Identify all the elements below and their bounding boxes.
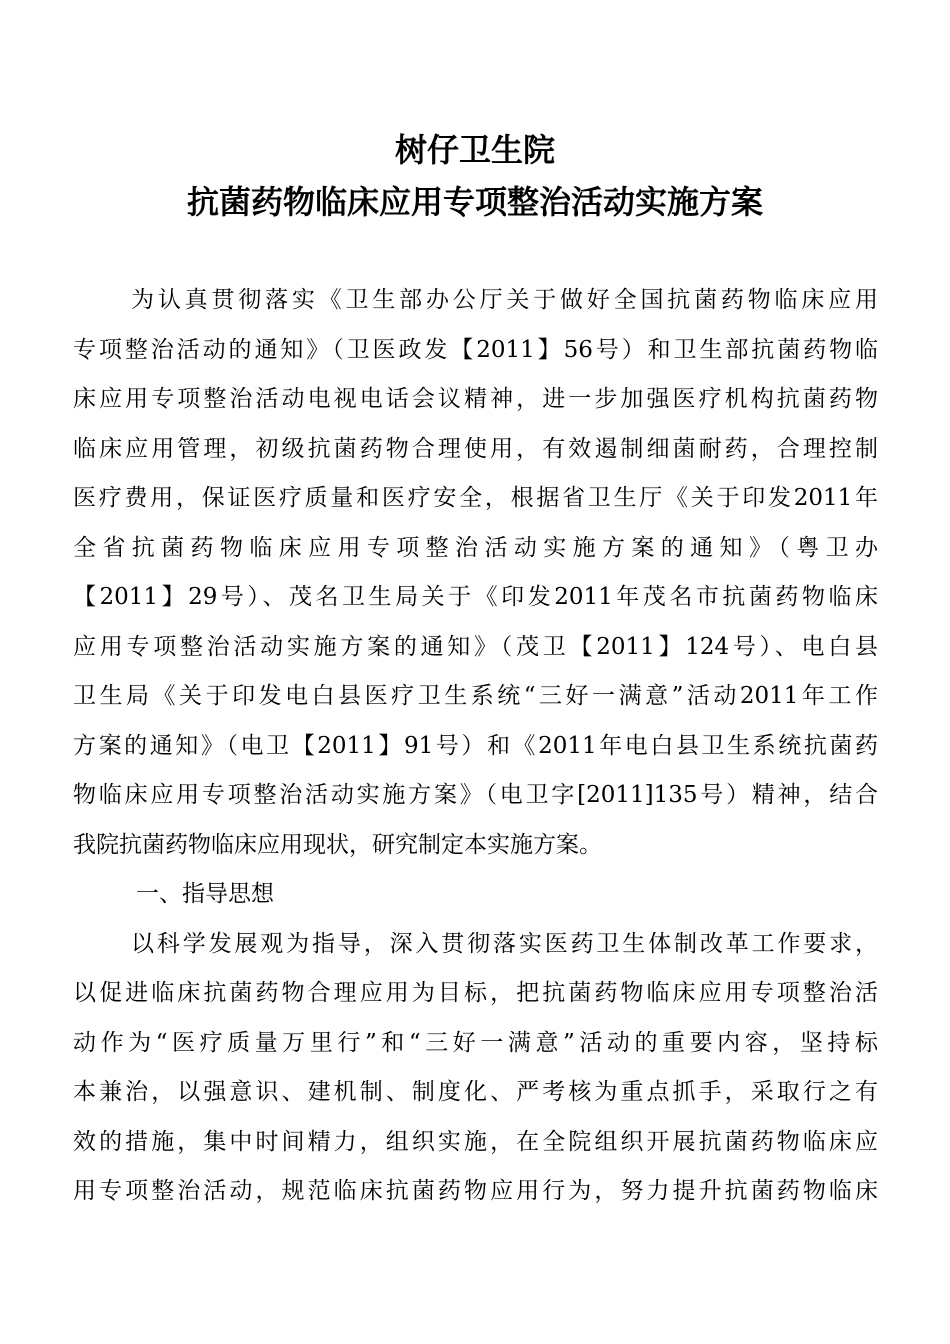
document-title-hospital: 树仔卫生院: [394, 131, 555, 169]
paragraph-line: 物临床应用专项整治活动实施方案》（电卫字[2011]135号）精神，结合: [73, 782, 878, 808]
paragraph-line: 应用专项整治活动实施方案的通知》（茂卫【2011】124号）、电白县: [73, 633, 878, 660]
document-body: [73, 280, 878, 1221]
paragraph-line: 效的措施，集中时间精力，组织实施，在全院组织开展抗菌药物临床应: [73, 1128, 878, 1155]
paragraph-line: 我院抗菌药物临床应用现状，研究制定本实施方案。: [73, 831, 602, 858]
paragraph-line: 本兼治，以强意识、建机制、制度化、严考核为重点抓手，采取行之有: [73, 1079, 878, 1105]
paragraph-line: 专项整治活动的通知》（卫医政发【2011】56号）和卫生部抗菌药物临: [73, 336, 878, 363]
paragraph-line: 以科学发展观为指导，深入贯彻落实医药卫生体制改革工作要求，: [131, 930, 878, 957]
paragraph-line: 【2011】29号）、茂名卫生局关于《印发2011年茂名市抗菌药物临床: [73, 584, 878, 610]
paragraph-line: 用专项整治活动，规范临床抗菌药物应用行为，努力提升抗菌药物临床: [73, 1178, 878, 1204]
paragraph-line: 卫生局《关于印发电白县医疗卫生系统“三好一满意”活动2011年工作: [73, 683, 878, 709]
document-title-plan: 抗菌药物临床应用专项整治活动实施方案: [186, 183, 763, 221]
paragraph-line: 动作为“医疗质量万里行”和“三好一满意”活动的重要内容，坚持标: [73, 1029, 878, 1056]
paragraph-line: 床应用专项整治活动电视电话会议精神，进一步加强医疗机构抗菌药物: [73, 386, 878, 412]
paragraph-line: 以促进临床抗菌药物合理应用为目标，把抗菌药物临床应用专项整治活: [73, 980, 878, 1006]
paragraph-line: 方案的通知》（电卫【2011】91号）和《2011年电白县卫生系统抗菌药: [73, 732, 878, 759]
section-heading: 一、指导思想: [136, 881, 274, 907]
paragraph-line: 医疗费用，保证医疗质量和医疗安全，根据省卫生厅《关于印发2011年: [73, 485, 878, 511]
paragraph-line: 临床应用管理，初级抗菌药物合理使用，有效遏制细菌耐药，合理控制: [73, 435, 878, 462]
paragraph-line: 全省抗菌药物临床应用专项整治活动实施方案的通知》（粤卫办: [73, 534, 878, 561]
paragraph-line: 为认真贯彻落实《卫生部办公厅关于做好全国抗菌药物临床应用: [131, 287, 878, 313]
